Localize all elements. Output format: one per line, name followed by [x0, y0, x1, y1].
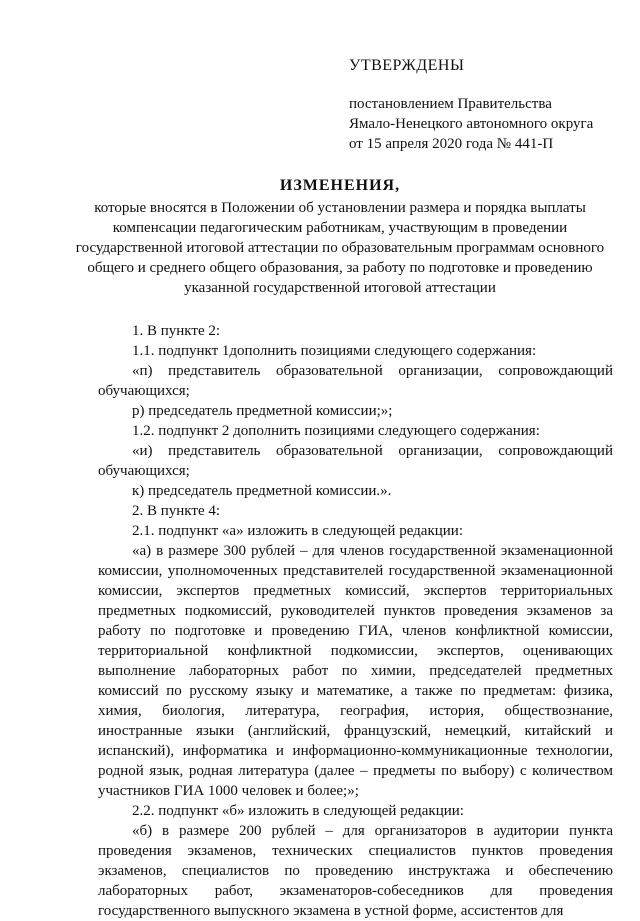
paragraph: к) председатель предметной комиссии.». [132, 483, 392, 499]
paragraph: «а) в размере 300 рублей – для членов государственной экзаменационной комиссии, уполномоченных представителей государственной экзаменационной комиссии, экспертов предметных комиссий, экспертов территориальных предметных подкомиссий, руководителей пунктов проведения экзаменов за работу по подготовке и проведению ГИА, членов конфликтной комиссии, территориальной конфликтной подкомиссии, экспертов, оценивающих выполнение лабораторных работ по химии, председателей предметных комиссий по русскому языку и математике, а также по предметам: физика, химия, биология, литература, география, история, обществознание, иностранные языки (английский, французский, немецкий, китайский и испанский), информатика и информационно-коммуникационные технологии, родной язык, родная литература (далее – предметы по выбору) с количеством участников ГИА 1000 человек и более;»; [98, 543, 613, 799]
paragraph: «и) представитель образовательной организации, сопровождающий обучающихся; [98, 443, 613, 479]
approval-block [349, 56, 629, 154]
paragraph: «п) представитель образовательной организации, сопровождающий обучающихся; [98, 363, 613, 399]
approval-line: от 15 апреля 2020 года № 441-П [349, 136, 554, 152]
document-title: ИЗМЕНЕНИЯ, [279, 177, 401, 194]
paragraph: 2.2. подпункт «б» изложить в следующей редакции: [132, 803, 464, 819]
approval-line: постановлением Правительства [349, 96, 552, 112]
paragraph: 2.1. подпункт «а» изложить в следующей редакции: [132, 523, 463, 539]
document-heading [60, 176, 620, 298]
approval-line: Ямало-Ненецкого автономного округа [349, 116, 594, 132]
paragraph: 1.2. подпункт 2 дополнить позициями следующего содержания: [132, 423, 540, 439]
approval-stamp: УТВЕРЖДЕНЫ [349, 57, 465, 74]
paragraph: 1. В пункте 2: [132, 323, 221, 339]
document-subtitle: которые вносятся в Положении об установлении размера и порядка выплаты компенсации педагогическим работникам, участвующим в проведении государственной итоговой аттестации по образовательным программам основного общего и среднего общего образования, за работу по подготовке и проведению указанной государственной итоговой аттестации [75, 200, 605, 296]
paragraph: «б) в размере 200 рублей – для организаторов в аудитории пункта проведения экзаменов, технических специалистов пунктов проведения экзаменов, специалистов по проведению инструктажа и обеспечению лабораторных работ, экзаменаторов-собеседников для проведения государственного выпускного экзамена в устной форме, ассистентов для [98, 823, 613, 919]
paragraph: 2. В пункте 4: [132, 503, 221, 519]
paragraph: 1.1. подпункт 1дополнить позициями следующего содержания: [132, 343, 537, 359]
document-body [98, 321, 613, 921]
paragraph: р) председатель предметной комиссии;»; [132, 403, 393, 419]
